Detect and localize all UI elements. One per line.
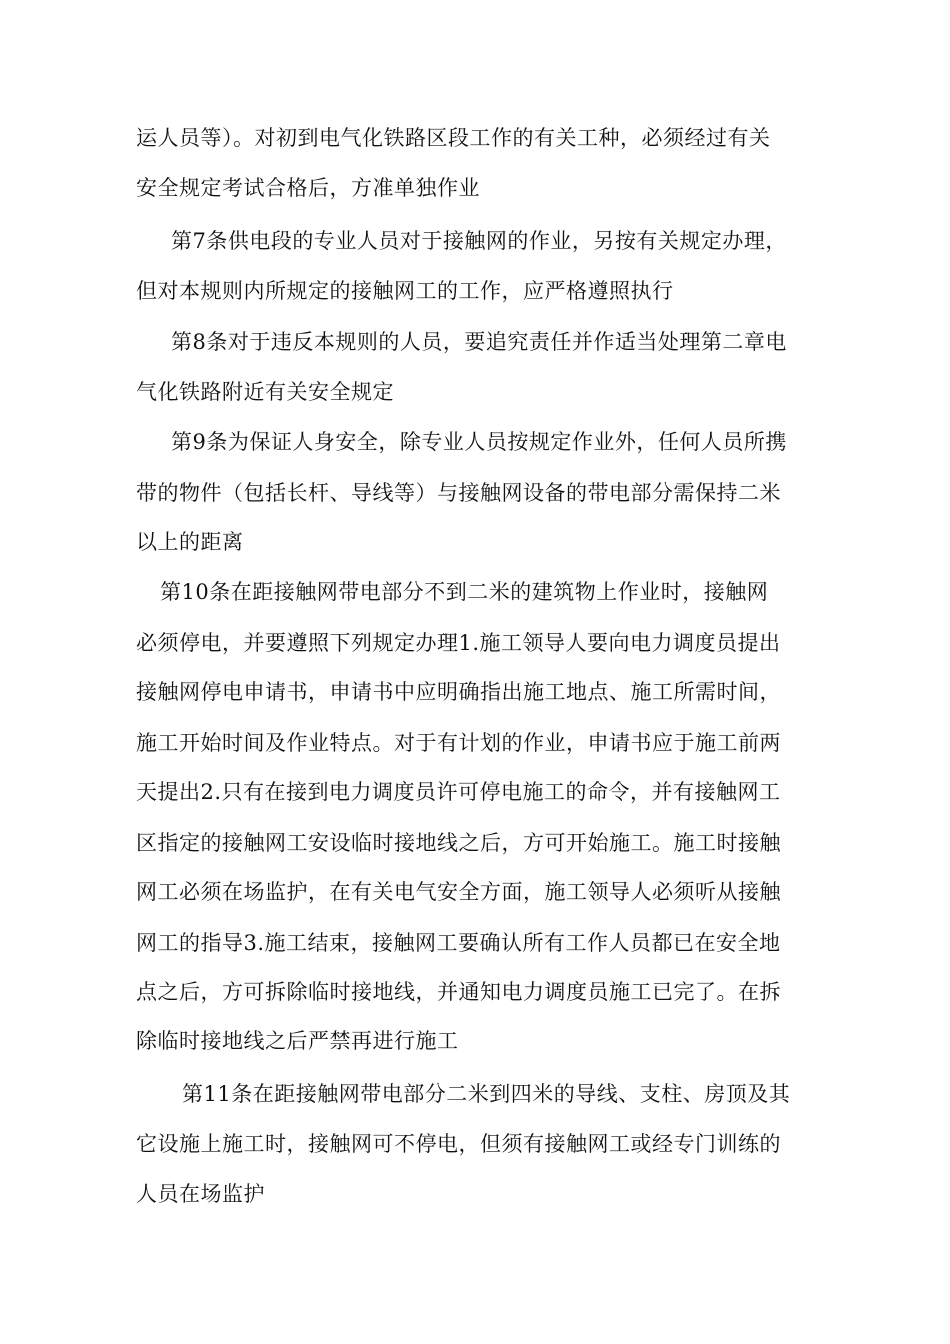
text-line: 区指定的接触网工安设临时接地线之后，方可开始施工。施工时接触 (136, 831, 781, 855)
text-line: 除临时接地线之后严禁再进行施工 (136, 1029, 459, 1053)
text-line: 气化铁路附近有关安全规定 (136, 380, 394, 404)
text-line: 网工必须在场监护，在有关电气安全方面，施工领导人必须听从接触 (136, 880, 781, 904)
text-line: 以上的距离 (136, 530, 244, 554)
text-line: 它设施上施工时，接触网可不停电，但须有接触网工或经专门训练的 (136, 1132, 781, 1156)
text-line: 必须停电，并要遵照下列规定办理1.施工领导人要向电力调度员提出 (136, 631, 781, 655)
text-line: 人员在场监护 (136, 1182, 265, 1206)
text-line: 但对本规则内所规定的接触网工的工作，应严格遵照执行 (136, 279, 674, 303)
article-9-line: 第9条为保证人身安全，除专业人员按规定作业外，任何人员所携 (171, 430, 787, 454)
text-line: 施工开始时间及作业特点。对于有计划的作业，申请书应于施工前两 (136, 731, 781, 755)
text-line: 接触网停电申请书，申请书中应明确指出施工地点、施工所需时间， (136, 680, 781, 704)
text-line: 带的物件（包括长杆、导线等）与接触网设备的带电部分需保持二米 (136, 481, 781, 505)
article-10-line: 第10条在距接触网带电部分不到二米的建筑物上作业时，接触网 (160, 580, 769, 604)
text-line: 点之后，方可拆除临时接地线，并通知电力调度员施工已完了。在拆 (136, 980, 781, 1004)
article-8-line: 第8条对于违反本规则的人员，要追究责任并作适当处理第二章电 (171, 330, 787, 354)
text-line: 天提出2.只有在接到电力调度员许可停电施工的命令，并有接触网工 (136, 780, 781, 804)
text-line: 网工的指导3.施工结束，接触网工要确认所有工作人员都已在安全地 (136, 931, 781, 955)
text-line: 运人员等）。对初到电气化铁路区段工作的有关工种，必须经过有关 (136, 126, 771, 150)
text-line: 安全规定考试合格后，方准单独作业 (136, 176, 480, 200)
article-7-line: 第7条供电段的专业人员对于接触网的作业，另按有关规定办理， (171, 229, 787, 253)
article-11-line: 第11条在距接触网带电部分二米到四米的导线、支柱、房顶及其 (182, 1082, 791, 1106)
